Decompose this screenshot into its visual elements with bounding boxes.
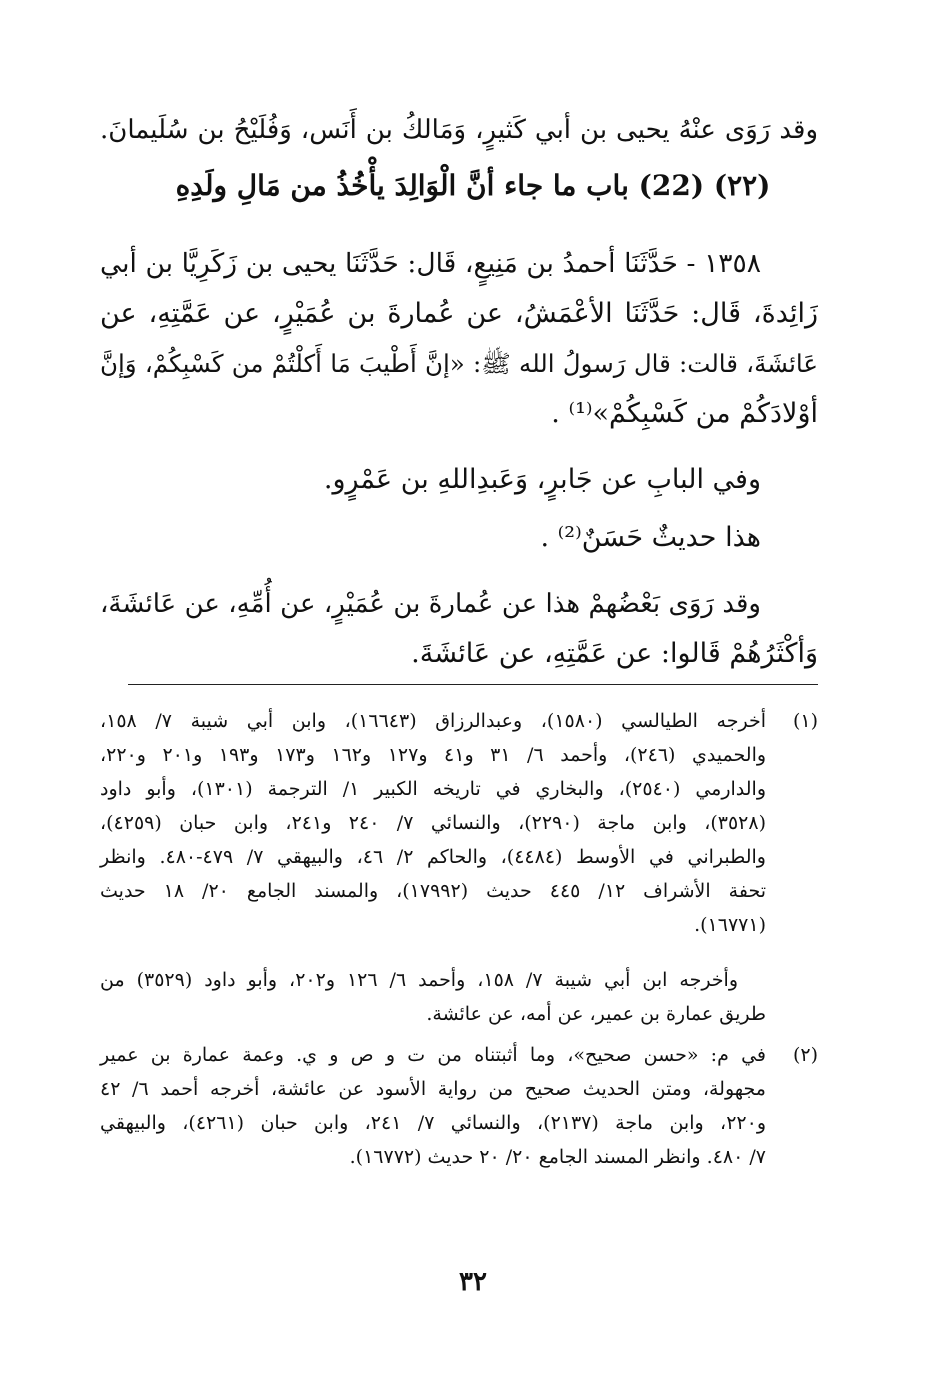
hadith-line-1: ١٣٥٨ - حَدَّثَنَا أحمدُ بن مَنِيعٍ، قَال: حَدَّثَنَا يحيى بن زَكَرِيَّا بن أبي xyxy=(100,248,761,279)
grade-line: هذا حديثٌ حَسَنٌ⁽²⁾ . xyxy=(540,522,761,553)
footnote-1-line-6: تحفة الأشراف ١٢/ ٤٤٥ حديث (١٧٩٩٢)، والمسند الجامع ٢٠/ ١٨ حديث xyxy=(100,880,766,902)
hadith-line-3: عَائشَةَ، قالت: قال رَسولُ الله ﷺ: «إنَّ أَطْيبَ مَا أَكلْتُمْ من كَسْبِكُمْ، وَإنَّ xyxy=(100,349,818,378)
footnote-1-number: (١) xyxy=(792,710,818,732)
narration-line-2: وَأكْثَرُهُمْ قَالوا: عن عَمَّتِهِ، عن عَائشَةَ. xyxy=(411,638,818,669)
footnote-separator xyxy=(128,684,818,685)
page-number: ٣٢ xyxy=(459,1267,487,1297)
footnote-1-line-7: (١٦٧٧١). xyxy=(694,914,766,936)
footnote-1-extra-line-2: طريق عمارة بن عمير، عن أمه، عن عائشة. xyxy=(426,1003,766,1025)
footnote-1-line-1: أخرجه الطيالسي (١٥٨٠)، وعبدالرزاق (١٦٦٤٣)، وابن أبي شيبة ٧/ ١٥٨، xyxy=(100,710,766,732)
intro-line: وقد رَوَى عنْهُ يحيى بن أبي كَثيرٍ، وَمَالكُ بن أَنَس، وَفُلَيْحُ بن سُلَيمانَ. xyxy=(100,115,818,145)
hadith-line-2: زَائِدةَ، قَال: حَدَّثَنَا الأعْمَشُ، عن عُمارةَ بن عُمَيْرٍ، عن عَمَّتِهِ، عن xyxy=(100,298,818,329)
hadith-line-4: أوْلادَكُمْ من كَسْبِكُمْ»⁽¹⁾ . xyxy=(551,398,818,429)
bab-line: وفي البابِ عن جَابرٍ، وَعَبدِاللهِ بن عَمْرٍو. xyxy=(323,464,761,495)
footnote-1-extra-line-1: وأخرجه ابن أبي شيبة ٧/ ١٥٨، وأحمد ٦/ ١٢٦ و٢٠٢، وأبو داود (٣٥٢٩) من xyxy=(100,969,738,991)
footnote-2-line-2: مجهولة، ومتن الحديث صحيح من رواية الأسود عن عائشة، أخرجه أحمد ٦/ ٤٢ xyxy=(100,1078,766,1100)
footnote-2-line-3: و٢٢٠، وابن ماجة (٢١٣٧)، والنسائي ٧/ ٢٤١، وابن حبان (٤٢٦١)، والبيهقي xyxy=(100,1112,766,1134)
chapter-title: (٢٢) (22) باب ما جاء أنَّ الْوَالِدَ يأْخُذُ من مَالِ ولَدِهِ xyxy=(175,169,771,202)
narration-line-1: وقد رَوَى بَعْضُهمْ هذا عن عُمارةَ بن عُمَيْرٍ، عن أُمِّهِ، عن عَائشَةَ، xyxy=(100,589,761,619)
footnote-2-line-1: في م: «حسن صحيح»، وما أثبتناه من ت و ص و ي. وعمة عمارة بن عمير xyxy=(100,1044,766,1066)
footnote-2-number: (٢) xyxy=(792,1044,818,1066)
footnote-1-line-3: والدارمي (٢٥٤٠)، والبخاري في تاريخه الكبير ١/ الترجمة (١٣٠١)، وأبو داود xyxy=(100,778,766,800)
footnote-1-line-4: (٣٥٢٨)، وابن ماجة (٢٢٩٠)، والنسائي ٧/ ٢٤٠ و٢٤١، وابن حبان (٤٢٥٩)، xyxy=(100,812,766,834)
footnote-1-line-2: والحميدي (٢٤٦)، وأحمد ٦/ ٣١ و٤١ و١٢٧ و١٦٢ و١٧٣ و١٩٣ و٢٠١ و٢٢٠، xyxy=(100,744,767,766)
footnote-2-line-4: ٧/ ٤٨٠. وانظر المسند الجامع ٢٠/ ٢٠ حديث (١٦٧٧٢). xyxy=(349,1146,766,1168)
footnote-1-line-5: والطبراني في الأوسط (٤٤٨٤)، والحاكم ٢/ ٤٦، والبيهقي ٧/ ٤٧٩-٤٨٠. وانظر xyxy=(100,846,766,868)
